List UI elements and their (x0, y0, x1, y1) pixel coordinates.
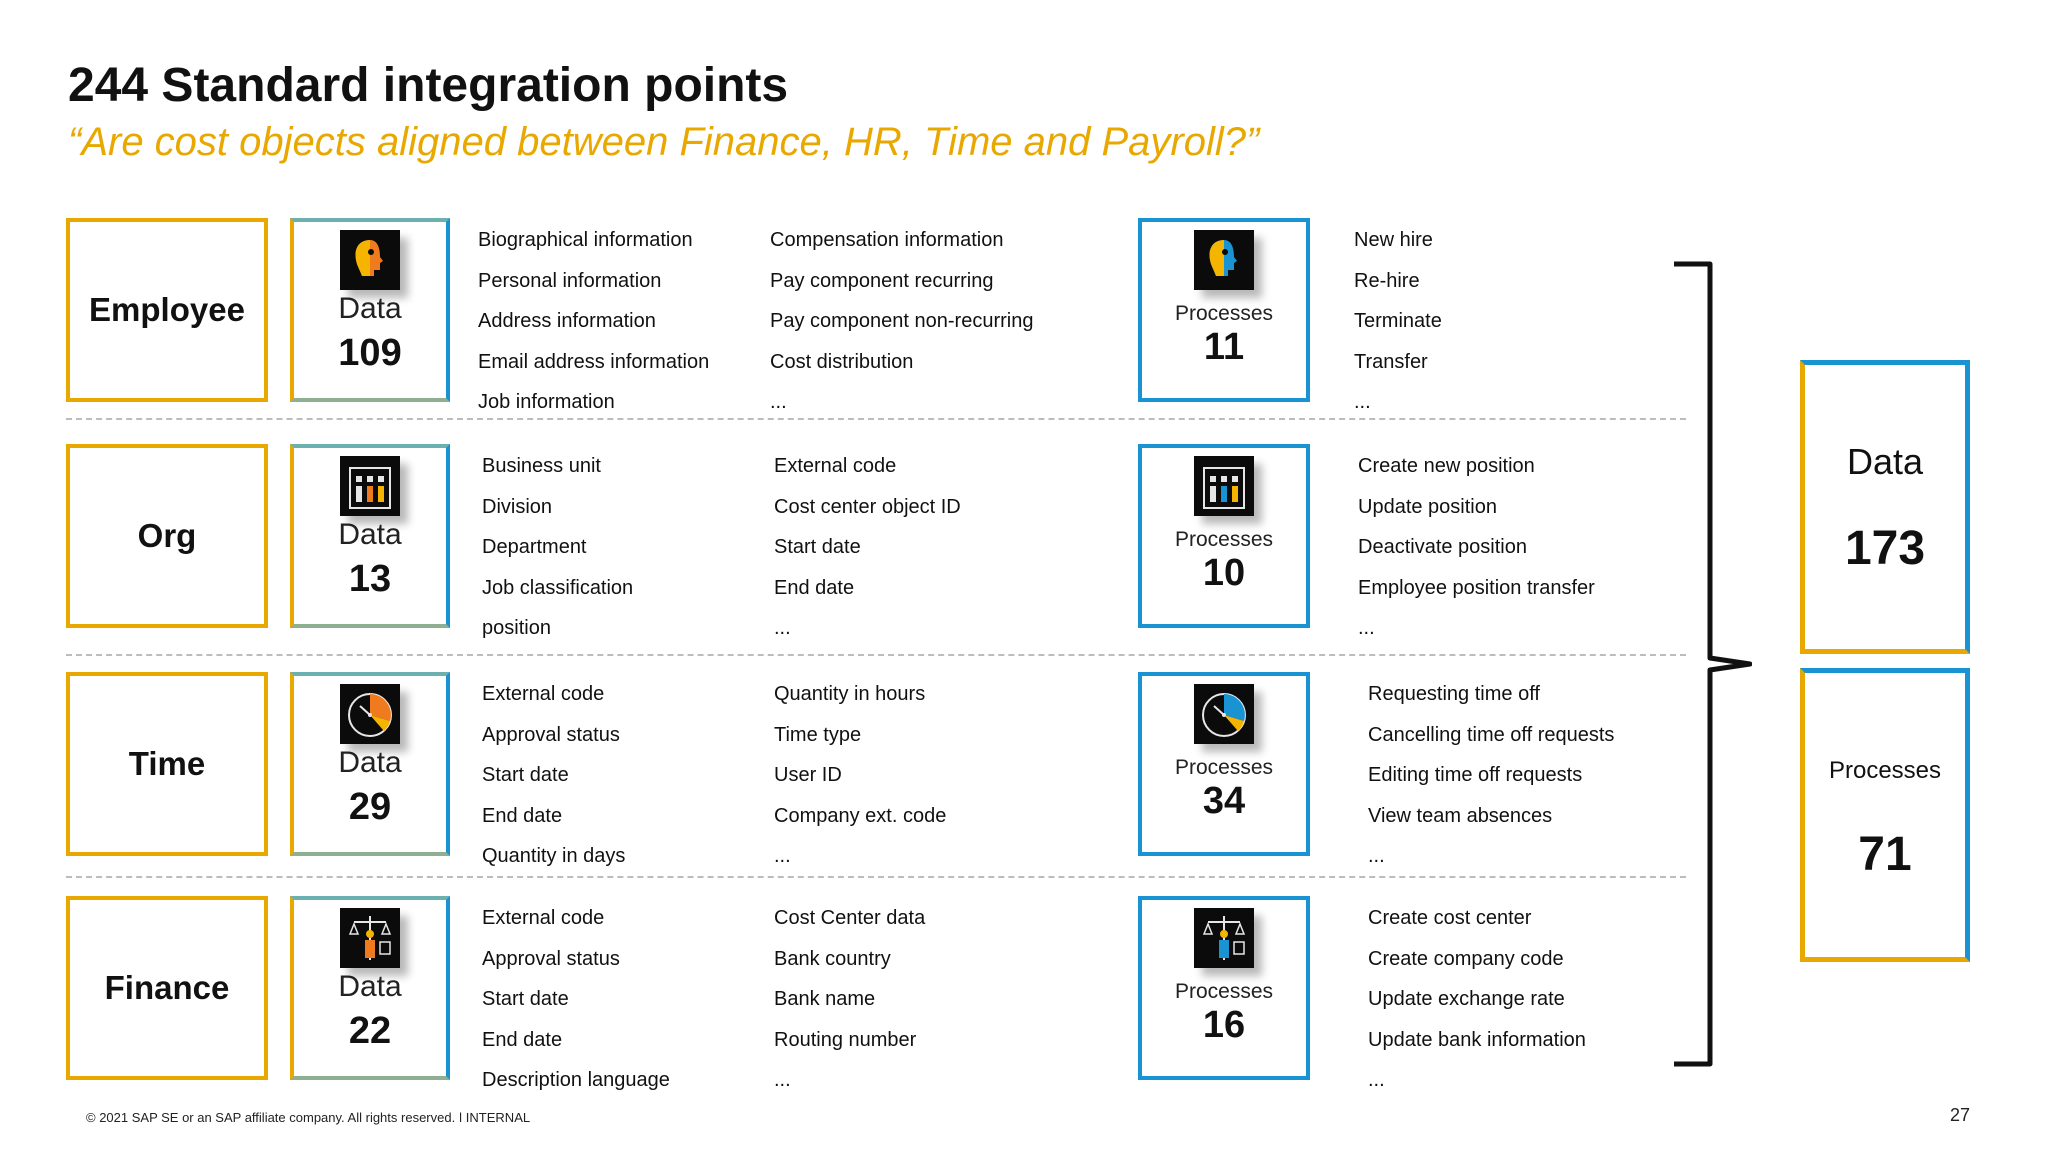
list-item: ... (1368, 1069, 1385, 1091)
category-box: Finance (66, 896, 268, 1080)
summary-data-total: 173 (1844, 522, 1926, 575)
list-item: Transfer (1354, 350, 1428, 373)
list-item: Personal information (478, 269, 662, 292)
list-item: Create company code (1368, 947, 1564, 970)
list-item: ... (1354, 391, 1371, 413)
list-item: Cancelling time off requests (1368, 723, 1615, 746)
summary-bracket (1666, 258, 1752, 1070)
finance-scales-icon (1194, 908, 1254, 968)
list-item: Job classification (482, 576, 634, 599)
data-count-box (290, 672, 450, 856)
building-icon (1194, 456, 1254, 516)
category-box: Employee (66, 218, 268, 402)
process-list (1358, 446, 1595, 649)
list-item: Division (482, 495, 553, 518)
processes-label: Processes (1174, 756, 1274, 779)
list-item: ... (774, 1069, 791, 1091)
list-item: ... (774, 617, 791, 639)
person-head-icon (1194, 230, 1254, 290)
data-label: Data (338, 970, 402, 1003)
list-item: Biographical information (478, 229, 693, 251)
list-item: Update exchange rate (1368, 988, 1565, 1010)
list-item: Cost Center data (774, 907, 926, 929)
list-item: Update position (1358, 495, 1497, 518)
data-label: Data (338, 746, 402, 779)
data-label: Data (338, 292, 402, 325)
process-count-box (1138, 896, 1310, 1080)
data-count: 22 (348, 1010, 392, 1052)
list-item: Quantity in hours (774, 683, 926, 705)
list-item: End date (482, 804, 563, 827)
list-item: New hire (1354, 229, 1433, 251)
category-box: Org (66, 444, 268, 628)
summary-data-label: Data (1846, 441, 1924, 482)
footer-copyright: © 2021 SAP SE or an SAP affiliate company. All rights reserved. ǀ INTERNAL (86, 1110, 531, 1125)
data-list-col2 (774, 674, 946, 877)
list-item: Employee position transfer (1358, 576, 1595, 599)
list-item: Job information (478, 391, 615, 413)
list-item: End date (482, 1028, 563, 1051)
process-count: 10 (1202, 552, 1246, 594)
data-count-box (290, 218, 450, 402)
data-count: 109 (338, 332, 402, 374)
clock-icon (340, 684, 400, 744)
list-item: Pay component non-recurring (770, 310, 1034, 332)
data-count-box (290, 444, 450, 628)
row-divider (66, 418, 1686, 420)
data-list-col2 (774, 446, 961, 649)
list-item: External code (482, 683, 605, 705)
processes-label: Processes (1174, 528, 1274, 551)
page-title: 244 Standard integration points (68, 59, 789, 112)
list-item: Update bank information (1368, 1028, 1586, 1051)
process-count: 34 (1202, 780, 1246, 822)
list-item: User ID (774, 764, 842, 786)
data-list-col2 (774, 898, 925, 1101)
process-list (1368, 898, 1586, 1101)
data-list-col1 (482, 898, 670, 1101)
list-item: Company ext. code (774, 804, 947, 827)
process-count: 16 (1202, 1004, 1246, 1046)
list-item: External code (774, 455, 897, 477)
process-count-box (1138, 444, 1310, 628)
processes-label: Processes (1174, 980, 1274, 1003)
page-subtitle: “Are cost objects aligned between Finance, HR, Time and Payroll?” (68, 120, 1260, 164)
list-item: Terminate (1354, 310, 1442, 332)
list-item: Cost center object ID (774, 495, 961, 518)
list-item: position (482, 617, 551, 639)
list-item: Business unit (482, 455, 601, 477)
list-item: Start date (482, 988, 569, 1010)
list-item: Start date (774, 536, 861, 558)
list-item: External code (482, 907, 605, 929)
process-count: 11 (1203, 326, 1245, 368)
list-item: ... (770, 391, 787, 413)
list-item: Routing number (774, 1028, 917, 1051)
list-item: Cost distribution (770, 350, 914, 373)
summary-processes-box (1800, 668, 1970, 962)
row-divider (66, 876, 1686, 878)
list-item: Bank name (774, 988, 876, 1010)
list-item: Email address information (478, 350, 710, 373)
list-item: Start date (482, 764, 569, 786)
list-item: Editing time off requests (1368, 764, 1583, 786)
list-item: Re-hire (1354, 269, 1420, 292)
list-item: View team absences (1368, 804, 1553, 827)
data-list-col1 (478, 220, 709, 423)
list-item: ... (1358, 617, 1375, 639)
summary-data-box (1800, 360, 1970, 654)
page-number: 27 (1950, 1105, 1971, 1125)
list-item: Deactivate position (1358, 536, 1527, 558)
summary-processes-total: 71 (1858, 828, 1912, 881)
data-count: 13 (348, 558, 392, 600)
building-icon (340, 456, 400, 516)
list-item: Description language (482, 1069, 670, 1091)
data-list-col1 (482, 446, 633, 649)
process-list (1368, 674, 1614, 877)
row-divider (66, 654, 1686, 656)
list-item: Quantity in days (482, 845, 626, 867)
data-label: Data (338, 518, 402, 551)
category-box: Time (66, 672, 268, 856)
data-count-box (290, 896, 450, 1080)
list-item: ... (1368, 845, 1385, 867)
list-item: Address information (478, 310, 656, 332)
list-item: Time type (774, 723, 862, 746)
data-count: 29 (348, 786, 392, 828)
list-item: Pay component recurring (770, 269, 994, 292)
list-item: Bank country (774, 947, 891, 970)
list-item: ... (774, 845, 791, 867)
data-list-col1 (482, 674, 625, 877)
list-item: Approval status (482, 723, 620, 746)
clock-icon (1194, 684, 1254, 744)
summary-processes-label: Processes (1828, 757, 1942, 784)
process-list (1354, 220, 1442, 423)
list-item: Approval status (482, 947, 620, 970)
process-count-box (1138, 672, 1310, 856)
process-count-box (1138, 218, 1310, 402)
list-item: End date (774, 576, 855, 599)
list-item: Create cost center (1368, 907, 1532, 929)
list-item: Requesting time off (1368, 683, 1540, 705)
list-item: Compensation information (770, 229, 1004, 251)
processes-label: Processes (1174, 302, 1274, 325)
finance-scales-icon (340, 908, 400, 968)
list-item: Department (482, 536, 587, 558)
data-list-col2 (770, 220, 1033, 423)
person-head-icon (340, 230, 400, 290)
list-item: Create new position (1358, 455, 1535, 477)
